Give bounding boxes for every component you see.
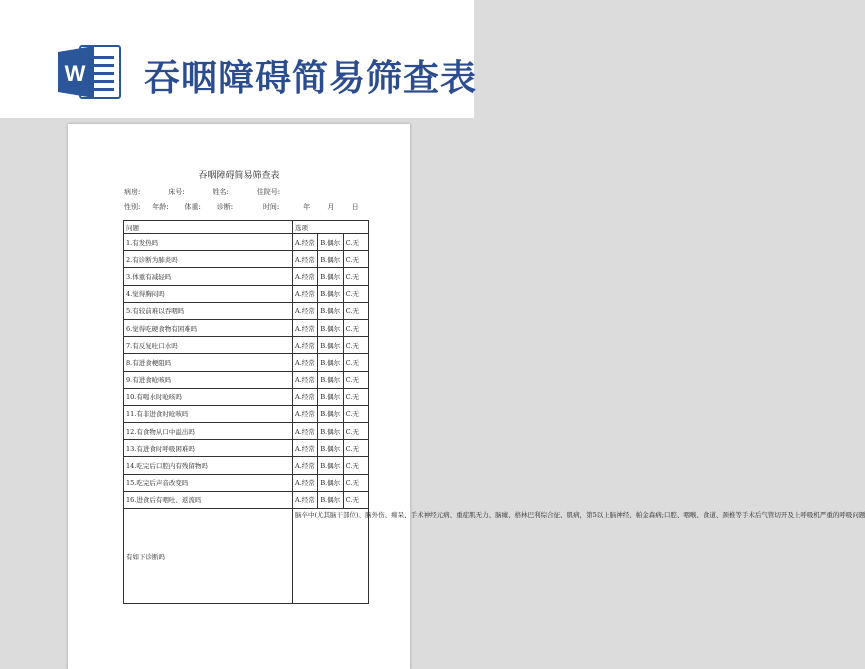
banner-title: 吞咽障碍简易筛查表	[144, 57, 478, 99]
table-row	[124, 491, 369, 508]
option-c-cell: C.无	[343, 371, 368, 388]
table-header-row	[124, 221, 369, 234]
info-line-1	[124, 187, 280, 197]
option-b-cell: B.偶尔	[318, 234, 343, 251]
table-row	[124, 337, 369, 354]
sex-label: 性别:	[124, 203, 141, 211]
question-cell: 1.有发热吗	[124, 234, 293, 251]
question-cell: 11.有非进食时呛咳吗	[124, 405, 293, 422]
option-b-cell: B.偶尔	[318, 371, 343, 388]
option-a-cell: A.经常	[293, 491, 318, 508]
option-c-cell: C.无	[343, 354, 368, 371]
option-c-cell: C.无	[343, 405, 368, 422]
option-b-cell: B.偶尔	[318, 251, 343, 268]
option-c-cell: C.无	[343, 285, 368, 302]
table-row	[124, 319, 369, 336]
ward-label: 病房:	[124, 188, 141, 196]
option-b-cell: B.偶尔	[318, 388, 343, 405]
table-row	[124, 371, 369, 388]
question-cell: 8.有进食梗阻吗	[124, 354, 293, 371]
option-a-cell: A.经常	[293, 457, 318, 474]
word-icon	[58, 44, 122, 100]
option-a-cell: A.经常	[293, 302, 318, 319]
question-cell: 5.有较前难以吞咽吗	[124, 302, 293, 319]
table-row	[124, 268, 369, 285]
year-label: 年	[303, 203, 311, 211]
option-a-cell: A.经常	[293, 388, 318, 405]
option-a-cell: A.经常	[293, 371, 318, 388]
option-c-cell: C.无	[343, 423, 368, 440]
header-question: 问题	[124, 221, 293, 234]
question-cell: 4.觉得胸闷吗	[124, 285, 293, 302]
option-c-cell: C.无	[343, 319, 368, 336]
inpatient-no-label: 住院号:	[256, 188, 281, 196]
option-a-cell: A.经常	[293, 474, 318, 491]
option-c-cell: C.无	[343, 251, 368, 268]
option-a-cell: A.经常	[293, 319, 318, 336]
question-cell: 6.觉得吃硬食物有困难吗	[124, 319, 293, 336]
table-row	[124, 474, 369, 491]
banner	[0, 0, 478, 118]
option-c-cell: C.无	[343, 302, 368, 319]
option-a-cell: A.经常	[293, 354, 318, 371]
option-c-cell: C.无	[343, 474, 368, 491]
option-a-cell: A.经常	[293, 268, 318, 285]
bed-label: 床号:	[168, 188, 185, 196]
word-icon-letter: W	[64, 61, 86, 86]
option-c-cell: C.无	[343, 457, 368, 474]
option-c-cell: C.无	[343, 440, 368, 457]
table-row	[124, 354, 369, 371]
question-cell: 10.有喝水时呛咳吗	[124, 388, 293, 405]
option-c-cell: C.无	[343, 388, 368, 405]
option-c-cell: C.无	[343, 234, 368, 251]
option-a-cell: A.经常	[293, 440, 318, 457]
option-b-cell: B.偶尔	[318, 423, 343, 440]
table-row	[124, 251, 369, 268]
option-c-cell: C.无	[343, 491, 368, 508]
option-b-cell: B.偶尔	[318, 474, 343, 491]
question-cell: 15.吃完后声音改变吗	[124, 474, 293, 491]
option-a-cell: A.经常	[293, 337, 318, 354]
option-b-cell: B.偶尔	[318, 354, 343, 371]
option-a-cell: A.经常	[293, 234, 318, 251]
day-label: 日	[351, 203, 359, 211]
table-row	[124, 405, 369, 422]
diagnosis-options-cell: 脑卒中(尤其脑干部位)、脑外伤、痴呆、手术神经元病、重症肌无力、脑瘫、格林巴利综合征、肌病，第5以上脑神经、帕金森病;口腔、咽喉、食道、颈椎等手术后气管切开及上呼吸机严重的呼吸问题	[293, 509, 369, 604]
age-label: 年龄:	[152, 203, 169, 211]
table-row	[124, 457, 369, 474]
document-page	[68, 124, 865, 669]
option-b-cell: B.偶尔	[318, 457, 343, 474]
table-row	[124, 440, 369, 457]
question-cell: 13.有进食时呼吸困难吗	[124, 440, 293, 457]
info-line-2	[124, 202, 359, 212]
question-cell: 14.吃完后口腔内有残留物吗	[124, 457, 293, 474]
option-a-cell: A.经常	[293, 423, 318, 440]
name-label: 姓名:	[212, 188, 229, 196]
diagnosis-question-cell: 有如下诊断吗	[124, 509, 293, 604]
question-cell: 12.有食物从口中溢出吗	[124, 423, 293, 440]
option-b-cell: B.偶尔	[318, 302, 343, 319]
question-cell: 16.进食后有咽吐、返流吗	[124, 491, 293, 508]
option-c-cell: C.无	[343, 337, 368, 354]
table-row-diagnosis	[124, 509, 369, 604]
option-b-cell: B.偶尔	[318, 319, 343, 336]
option-b-cell: B.偶尔	[318, 405, 343, 422]
weight-label: 体重:	[184, 203, 201, 211]
time-label: 时间:	[262, 203, 280, 211]
option-b-cell: B.偶尔	[318, 337, 343, 354]
table-row	[124, 285, 369, 302]
option-b-cell: B.偶尔	[318, 491, 343, 508]
option-b-cell: B.偶尔	[318, 285, 343, 302]
option-c-cell: C.无	[343, 268, 368, 285]
table-row	[124, 388, 369, 405]
screening-table	[123, 220, 865, 604]
option-b-cell: B.偶尔	[318, 268, 343, 285]
question-cell: 3.体重有减轻吗	[124, 268, 293, 285]
diagnosis-label: 诊断:	[216, 203, 234, 211]
table-row	[124, 423, 369, 440]
question-cell: 9.有进食呛咳吗	[124, 371, 293, 388]
option-a-cell: A.经常	[293, 285, 318, 302]
month-label: 月	[327, 203, 335, 211]
header-options: 选项	[293, 221, 369, 234]
question-cell: 7.有反复吐口水吗	[124, 337, 293, 354]
option-b-cell: B.偶尔	[318, 440, 343, 457]
document-title: 吞咽障碍简易筛查表	[198, 171, 280, 181]
table-row	[124, 234, 369, 251]
option-a-cell: A.经常	[293, 405, 318, 422]
option-a-cell: A.经常	[293, 251, 318, 268]
table-row	[124, 302, 369, 319]
question-cell: 2.有诊断为肺炎吗	[124, 251, 293, 268]
